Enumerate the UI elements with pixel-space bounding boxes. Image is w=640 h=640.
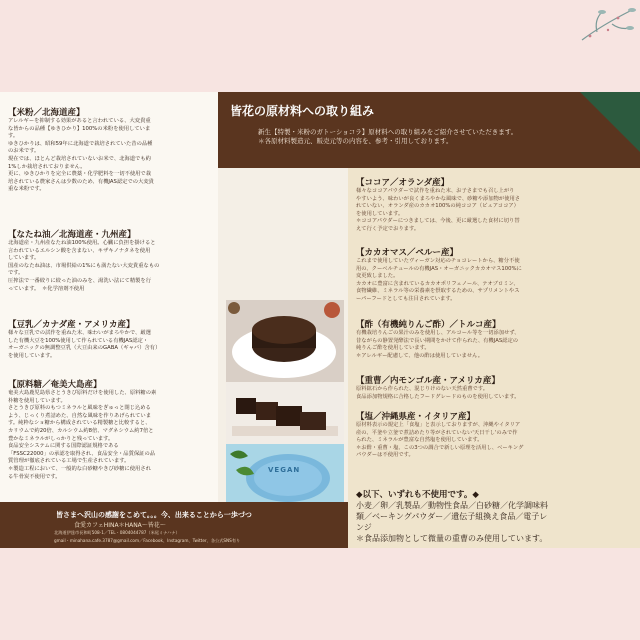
cake-whole-photo [226, 300, 344, 382]
section-baking-soda [356, 374, 636, 401]
section-heading: 【カカオマス／ペルー産】 [356, 248, 459, 258]
footer-shop-name: 食愛カフェHINA＊HANA〜皆花〜 [74, 522, 166, 529]
footer [0, 502, 348, 548]
section-body: 原料鉱石から作られた、混じりけのない天然重曹です。 食品添加物規格に合格したフードグレードのものを使用しています。 [356, 386, 520, 400]
sprig-decoration-icon [572, 0, 640, 56]
section-raw-sugar [8, 378, 214, 481]
section-rapeseed-oil [8, 228, 214, 293]
section-rice-flour [8, 106, 214, 194]
section-body: 有機栽培りんごの果汁のみを使用し、アルコール等を一切添加せず、 昔ながらの静置発酵法で長い期間をかけて作られた、有機JAS認定の 純りんご酢を使用しています。 ＊アレルギー配慮して、他の酢は使用していません。 [356, 330, 520, 359]
section-salt [356, 410, 636, 460]
footer-contact: gmail・minahana.cafe.3787@gmail.com／Facebook、Instagram、Twitter、各公式SNS有り [54, 538, 241, 543]
section-heading: 【米粉／北海道産】 [8, 108, 85, 118]
section-soy-milk [8, 318, 214, 360]
section-not-used [356, 488, 638, 544]
section-vinegar [356, 318, 636, 360]
section-body: アレルギーを抑制する効果があると言われている、大変貴重 な皆からの品種【ゆきひかり】100%の米粉を使用していま す。 ゆきひかりは、昭和59年に北海道で栽培されていた昔の品種 のお米です。 現在では、ほとんど栽培されていないお米で、北海道でも約 1%しか栽培されておりません。 更に、ゆきひかりを完全に農薬・化学肥料を一切不使用で栽 培されている農家さんは少数のため、有機JAS認定での大変貴 重な米粉です。 [8, 118, 154, 193]
cake-slices-photo [226, 382, 344, 444]
flyer [0, 92, 640, 548]
section-body: 様々なココアパウダーで試作を重ねた末、お子さまでも召し上がり やすいよう、味わいが良くまろやかな風味で、砂糖や添加物が使用さ れていない、オランダ産のカカオ100%の純ココア（ピュアココア） を使用しています。 ＊ココアパウダーにつきましては、今後、更に厳選した食材に切り替 えて行く予定でおります。 [356, 188, 521, 232]
section-body: これまで使用していたヴィーガン対応のチョコレートから、糖分不使 用の、クーベルチュールの有機JAS・オーガニックカカオマス100%に 変更致しました。 カカオに豊富に含まれているカカオポリフェノール、テオブロミン、 食物繊維、ミネラル等の栄養素を摂取するための、サプリメントやス ーパーフードとしても注目されています。 [356, 258, 522, 302]
section-heading: 【塩／沖縄県産・イタリア産】 [356, 412, 476, 422]
not-used-heading: ◆以下、いずれも不使用です。◆ [356, 490, 479, 500]
footer-thanks: 皆さまへ沢山の感謝をこめて。。。今、出来ることから一歩づつ [56, 511, 252, 519]
section-cacao-mass [356, 246, 636, 304]
page-title: 皆花の原材料への取り組み [230, 104, 375, 118]
section-heading: 【なたね油／北海道産・九州産】 [8, 230, 136, 240]
section-heading: 【ココア／オランダ産】 [356, 178, 450, 188]
section-body: 奄美大島鹿児島県さとうきび原料だけを使用した、原料糖の素 朴糖を使用しています。 さとうきび原料のもつミネラルと風味をぎゅっと閉じ込める よう、じっくり煮詰めた、自然な風味を作りあげられていま す。純粋なショ糖から構成されている精製糖と比較すると、 カリウムで約20倍、カルシウム約8倍、マグネシウム約7倍と 豊かなミネラルがしっかりと残っています。 食品安全システムに関する国際認証規格である 「FSSC22000」の承認を取得され、食品安全・品質保証の品 質管理が徹底されている工場で生産されています。 ＊製造工程において、一般的な白砂糖やきび砂糖に使用され る牛骨炭不使用です。 [8, 390, 157, 480]
footer-address: 北海道伊達市長和町508-1／TEL・0804044787（米尾ミナハナ） [54, 530, 180, 535]
not-used-list: 小麦／卵／乳製品／動物性食品／白砂糖／化学調味料 類／ベーキングパウダー／遺伝子組換え食品／電子レ ンジ [356, 501, 548, 532]
section-body: 原材料表示の規定上「食塩」と表示しておりますが、沖縄やイタリア 産の、平釜や立釜で煮詰めたり等がされていない'天日干し'のみで作 られた、ミネラルが豊富な自然塩を使用しています。 ＊お酢・重曹・塩、この3つの調合で新しい原理を活用し、ベーキング パウダーは不使用です。 [356, 422, 524, 459]
section-heading: 【原料糖／奄美大島産】 [8, 380, 102, 390]
section-heading: 【酢（有機純りんご酢）／トルコ産】 [356, 320, 501, 330]
intro-text: 新生【特製・米粉のガトーショコラ】原材料への取り組みをご紹介させていただきます。 ＊各原材料製造元、販売元等の内容を、参考・引用しております。 [258, 128, 518, 145]
plate-vegan-text: VEGAN [268, 466, 301, 474]
not-used-note: ＊食品添加物として微量の重曹のみ使用しています。 [356, 534, 548, 543]
section-body: 北海道産・九州産なたね油100%使用。心臓に負担を掛けると 言われているエルシン酸を含まない、キザキノナタネを使用 しています。 国産のなたね油は、市場供給の1%にも満たない大変貴重なもの です。 圧搾法で一番絞りに絞った油のみを、湯洗い法にて精製を行 っています。 ＊化学溶剤不使用 [8, 240, 160, 292]
section-body: 様々な豆乳での試作を重ねた末、味わいがまろやかで、厳選 した有機大豆を100%使用して作られている有機JAS認定・ オーガニックの無調整豆乳（大豆由来のGABA（ギャバ）含有） を使用しています。 [8, 330, 161, 359]
section-heading: 【豆乳／カナダ産・アメリカ産】 [8, 320, 135, 330]
section-cocoa [356, 176, 636, 234]
section-heading: 【重曹／内モンゴル産・アメリカ産】 [356, 376, 500, 386]
